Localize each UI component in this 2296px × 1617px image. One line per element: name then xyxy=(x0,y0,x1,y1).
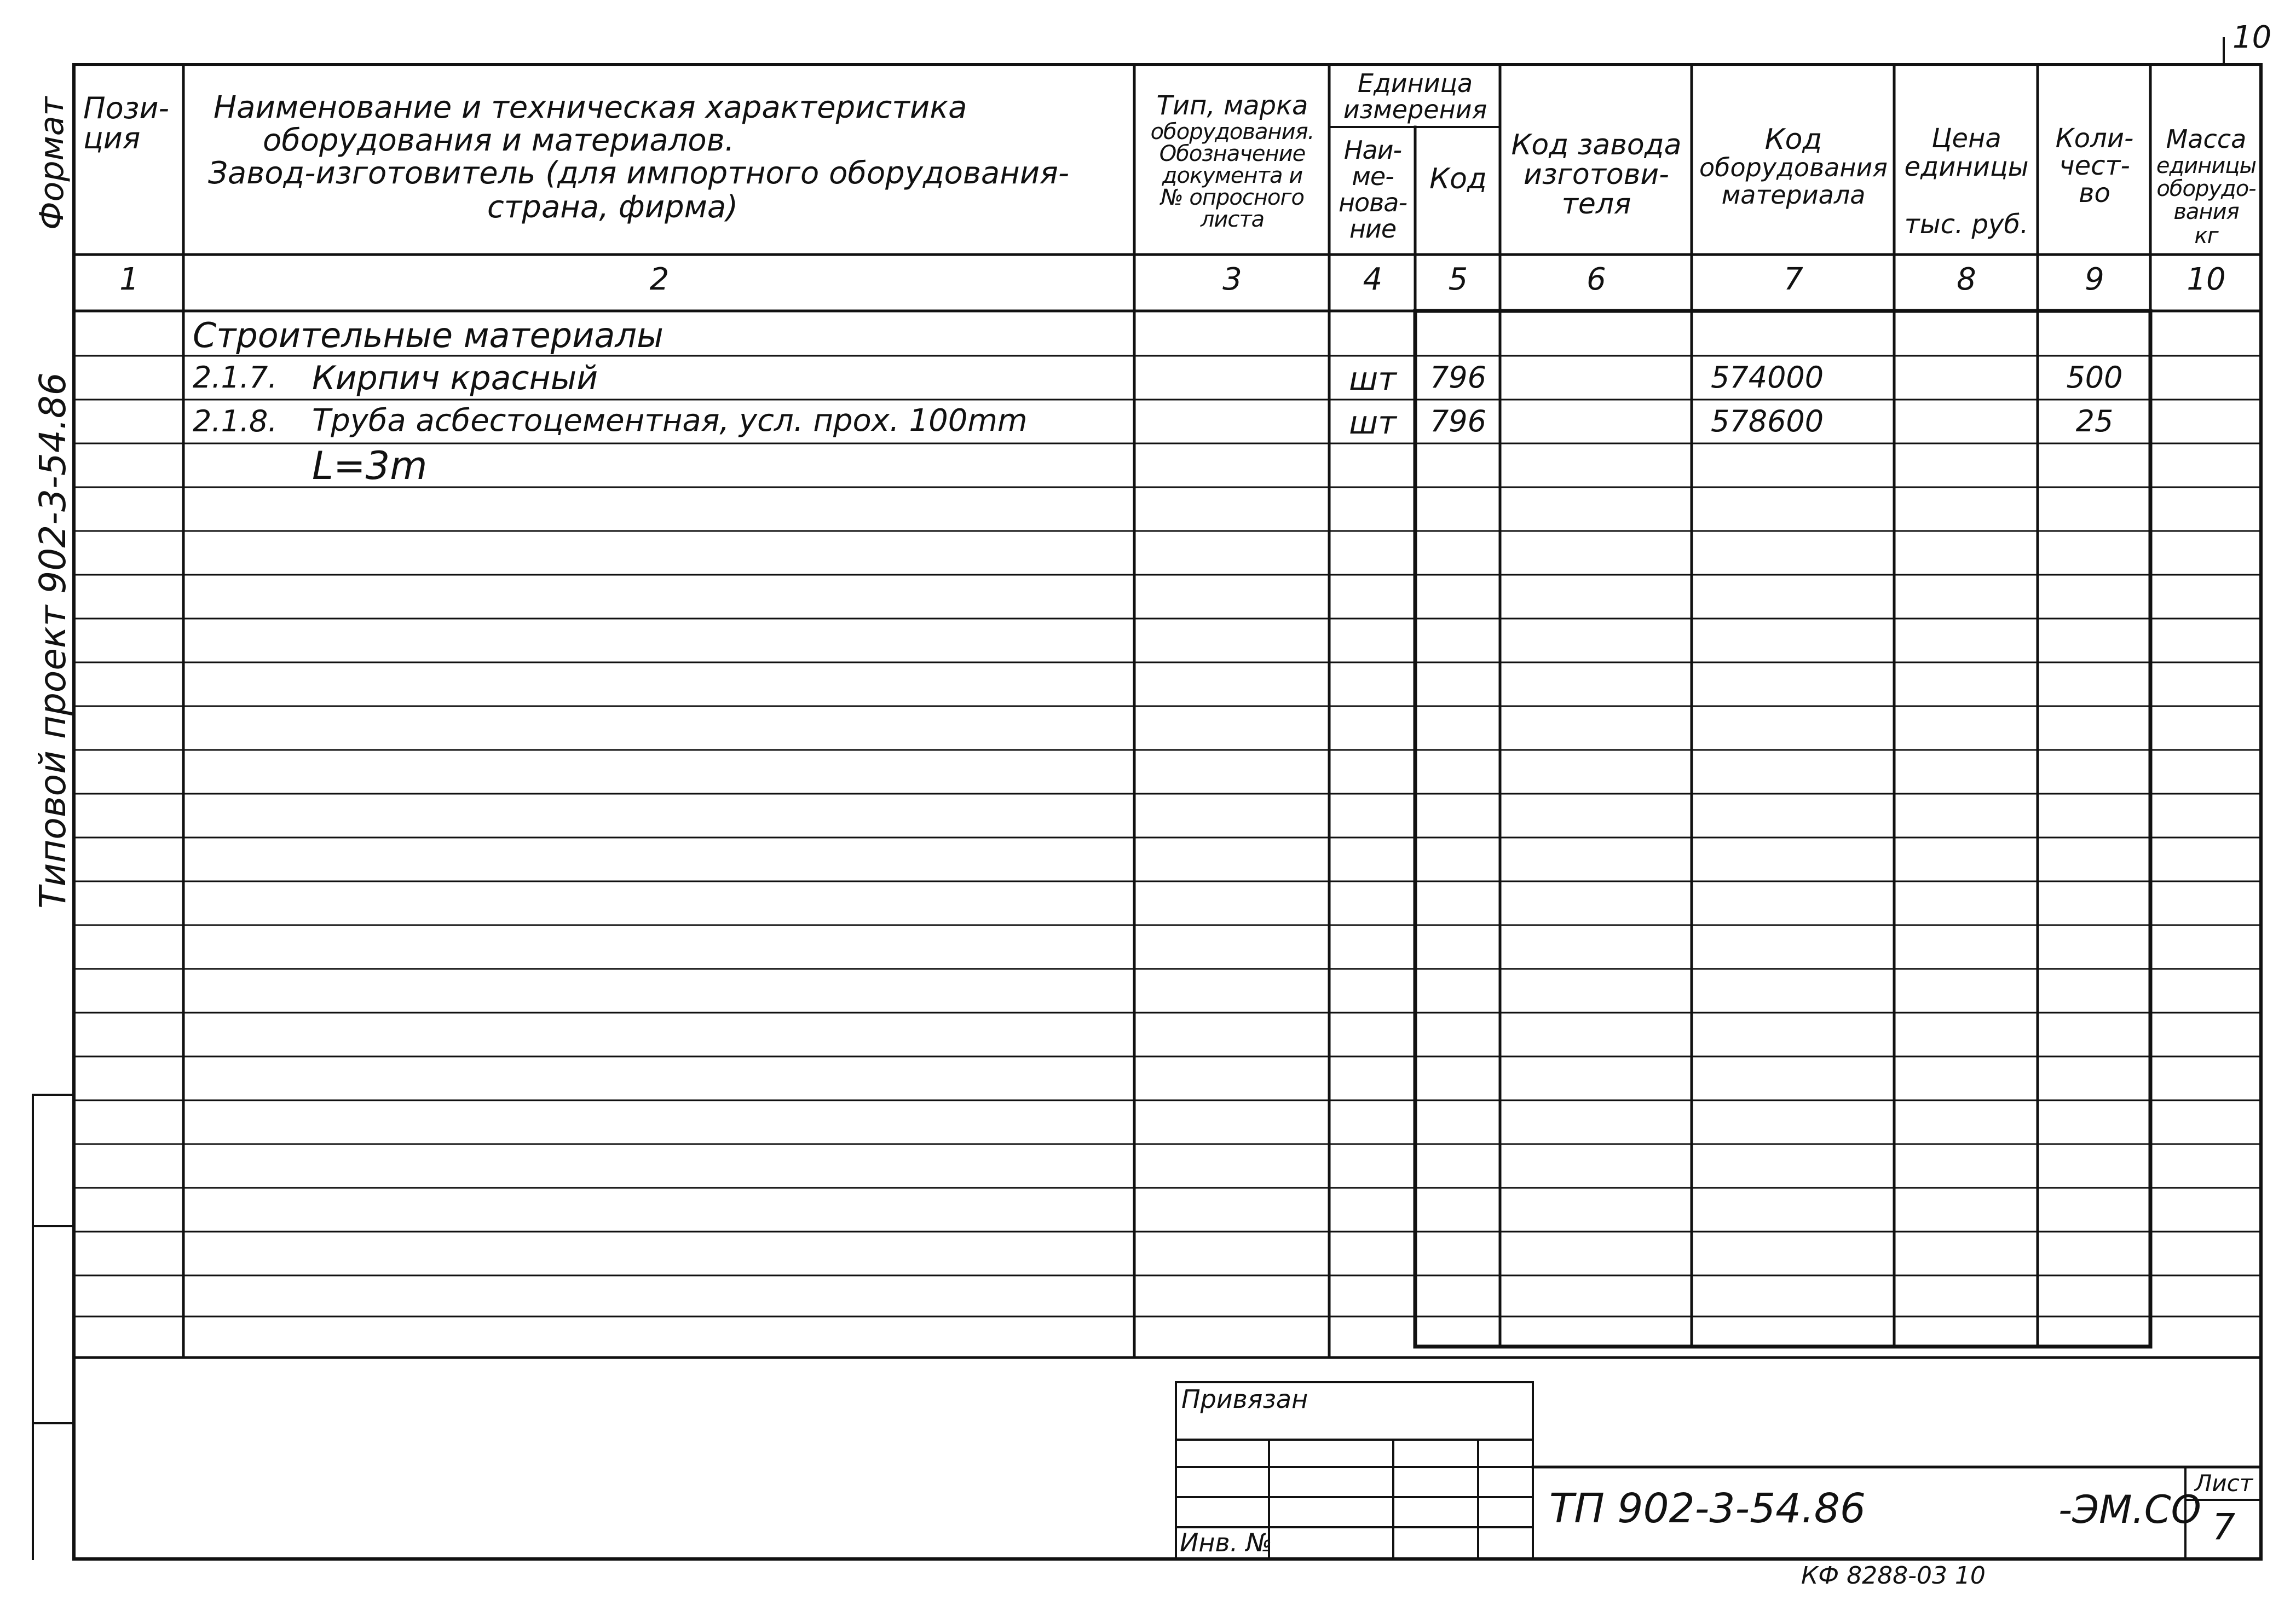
header-col7-line: материала xyxy=(1721,180,1866,210)
header-unit-line: измерения xyxy=(1343,95,1487,124)
page-number: 10 xyxy=(2232,20,2272,55)
header-col10-line: единицы xyxy=(2156,153,2257,178)
stamp-doc-suffix: -ЭМ.СО xyxy=(2058,1487,2201,1532)
column-number: 6 xyxy=(1587,262,1606,297)
column-number: 8 xyxy=(1957,262,1976,297)
side-label-project: Типовой проект 902-3-54.86 xyxy=(32,372,74,909)
header-col6-line: Код завода xyxy=(1511,129,1682,161)
column-number: 9 xyxy=(2085,262,2104,297)
column-number: 3 xyxy=(1222,262,1242,297)
header-col2-line: оборудования и материалов. xyxy=(263,123,735,158)
stamp-doc-code: ТП 902-3-54.86 xyxy=(1549,1485,1866,1532)
row-qty: 25 xyxy=(2075,404,2114,438)
stamp-sheet-number: 7 xyxy=(2212,1506,2235,1548)
header-col4-line: ме- xyxy=(1352,161,1394,191)
section-title: Строительные материалы xyxy=(193,315,664,355)
stamp-sheet-label: Лист xyxy=(2194,1470,2253,1497)
stamp-privyazan: Привязан xyxy=(1181,1384,1308,1414)
header-col3-line: Тип, марка xyxy=(1156,90,1308,121)
column-number: 7 xyxy=(1784,262,1803,297)
header-col8-line: тыс. руб. xyxy=(1904,209,2029,240)
row-code: 796 xyxy=(1429,404,1487,438)
row-qty: 500 xyxy=(2066,360,2123,395)
header-col1-line: Пози- xyxy=(83,91,169,125)
row-code: 796 xyxy=(1429,360,1487,395)
header-col10-line: кг xyxy=(2194,223,2218,249)
header-col7-line: оборудования xyxy=(1699,153,1888,182)
header-col1-line: ция xyxy=(83,121,141,155)
column-number: 2 xyxy=(649,262,670,297)
footer-note: КФ 8288-03 10 xyxy=(1801,1562,1986,1590)
header-col8-line: Цена xyxy=(1931,123,2001,154)
header-col3-line: документа и xyxy=(1162,163,1303,188)
header-col3-line: № опросного xyxy=(1161,185,1304,210)
row-name: Кирпич красный xyxy=(312,359,598,397)
header-unit-line: Единица xyxy=(1357,68,1473,98)
header-col3-line: Обозначение xyxy=(1159,141,1306,166)
row-position: 2.1.8. xyxy=(193,404,278,438)
header-col3-line: оборудования. xyxy=(1150,119,1314,145)
header-col4-line: Наи- xyxy=(1343,135,1402,165)
column-number: 5 xyxy=(1448,262,1468,297)
row-unit: шт xyxy=(1349,404,1397,441)
header-col2-line: Завод-изготовитель (для импортного оборудования- xyxy=(208,155,1070,191)
header-col4-line: ние xyxy=(1349,214,1397,244)
column-number: 4 xyxy=(1363,262,1383,297)
row-continuation: L=3m xyxy=(312,443,428,488)
header-col2-line: страна, фирма) xyxy=(487,189,739,225)
header-col9-line: Коли- xyxy=(2055,123,2134,154)
header-col2-line: Наименование и техническая характеристика xyxy=(214,90,967,125)
row-material-code: 578600 xyxy=(1711,404,1824,438)
stamp-inventory-number: Инв. № xyxy=(1180,1528,1272,1557)
header-col10-line: Масса xyxy=(2166,124,2247,154)
header-col9-line: во xyxy=(2079,178,2110,209)
column-number: 10 xyxy=(2187,262,2226,297)
header-col6-line: изготови- xyxy=(1524,158,1669,191)
row-name: Труба асбестоцементная, усл. проx. 100mm xyxy=(312,403,1028,438)
column-number: 1 xyxy=(119,262,139,297)
header-col8-line: единицы xyxy=(1904,152,2029,182)
header-col6-line: теля xyxy=(1561,188,1631,221)
header-col5: Код xyxy=(1429,163,1487,195)
row-material-code: 574000 xyxy=(1711,360,1824,395)
header-col10-line: оборудо- xyxy=(2156,176,2256,201)
side-label-format: Формат xyxy=(33,96,71,230)
header-col7-line: Код xyxy=(1764,123,1822,156)
header-col4-line: нова- xyxy=(1338,188,1407,217)
header-col10-line: вания xyxy=(2173,199,2239,224)
header-col9-line: чест- xyxy=(2059,151,2130,181)
row-unit: шт xyxy=(1349,360,1397,397)
row-position: 2.1.7. xyxy=(193,360,278,395)
header-col3-line: листа xyxy=(1200,207,1265,232)
